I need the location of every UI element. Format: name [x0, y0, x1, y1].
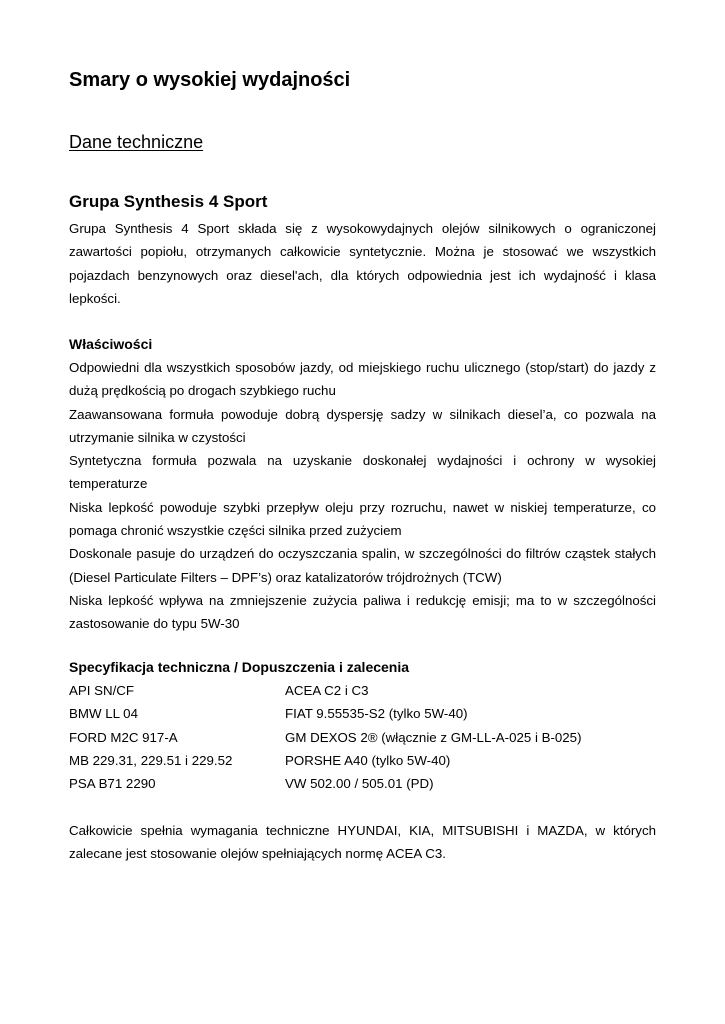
spec-cell-right: FIAT 9.55535-S2 (tylko 5W-40)	[285, 706, 468, 722]
spec-cell-left: PSA B71 2290	[69, 776, 156, 792]
spec-cell-right: ACEA C2 i C3	[285, 683, 369, 698]
product-section	[69, 191, 656, 310]
spec-cell-right: VW 502.00 / 505.01 (PD)	[285, 776, 434, 792]
property-item: Niska lepkość wpływa na zmniejszenie zużycia paliwa i redukcję emisji; ma to w szczególności zastosowanie do typu 5W-30	[69, 592, 656, 632]
product-heading: Grupa Synthesis 4 Sport	[69, 192, 268, 211]
spec-cell-right: GM DEXOS 2® (włącznie z GM-LL-A-025 i B-025)	[285, 729, 582, 745]
spec-cell-left: MB 229.31, 229.51 i 229.52	[69, 752, 233, 768]
specifications-heading: Specyfikacja techniczna / Dopuszczenia i zalecenia	[69, 659, 410, 675]
spec-cell-left: API SN/CF	[69, 683, 135, 698]
product-description: Grupa Synthesis 4 Sport składa się z wysokowydajnych olejów silnikowych o ograniczonej zawartości popiołu, otrzymanych całkowicie syntetycznie. Można je stosować we wszystkich pojazdach benzynowych oraz diesel'ach, dla których odpowiednia jest ich wydajność i klasa lepkości.	[69, 221, 656, 306]
specifications-section	[69, 656, 656, 795]
note-section	[69, 819, 656, 866]
properties-heading: Właściwości	[69, 336, 153, 352]
spec-cell-left: FORD M2C 917-A	[69, 729, 178, 745]
properties-section	[69, 333, 656, 636]
property-item: Zaawansowana formuła powoduje dobrą dyspersję sadzy w silnikach diesel’a, co pozwala na utrzymanie silnika w czystości	[69, 406, 656, 445]
property-item: Syntetyczna formuła pozwala na uzyskanie doskonałej wydajności i ochrony w wysokiej temperaturze	[69, 453, 656, 492]
property-item: Niska lepkość powoduje szybki przepływ oleju przy rozruchu, nawet w niskiej temperaturze, co pomaga chronić wszystkie części silnika przed zużyciem	[69, 499, 656, 539]
document-subtitle: Dane techniczne	[69, 132, 204, 152]
compliance-note: Całkowicie spełnia wymagania techniczne HYUNDAI, KIA, MITSUBISHI i MAZDA, w których zalecane jest stosowanie olejów spełniających normę ACEA C3.	[69, 823, 656, 862]
property-item: Doskonale pasuje do urządzeń do oczyszczania spalin, w szczególności do filtrów cząstek stałych (Diesel Particulate Filters – DPF’s) oraz katalizatorów trójdrożnych (TCW)	[69, 546, 656, 585]
specifications-table	[69, 679, 656, 795]
document-title: Smary o wysokiej wydajności	[69, 69, 351, 91]
property-item: Odpowiedni dla wszystkich sposobów jazdy, od miejskiego ruchu ulicznego (stop/start) do jazdy z dużą prędkością po drogach szybkiego ruchu	[69, 360, 656, 399]
spec-cell-left: BMW LL 04	[69, 706, 138, 722]
spec-cell-right: PORSHE A40 (tylko 5W-40)	[285, 752, 451, 768]
